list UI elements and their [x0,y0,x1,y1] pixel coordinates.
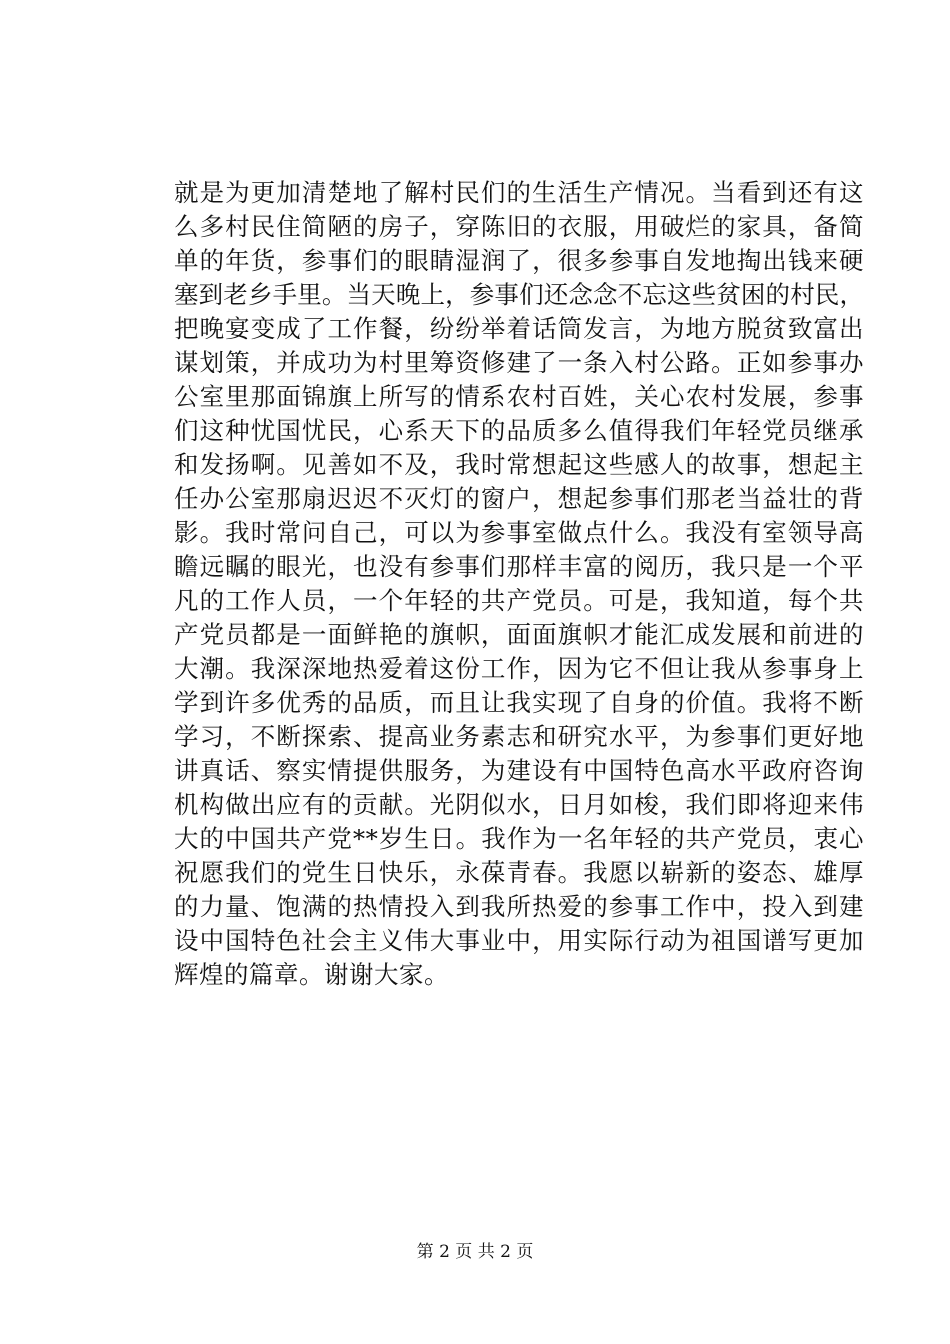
text-line: 的力量、饱满的热情投入到我所热爱的参事工作中，投入到建 [174,892,864,921]
text-line: 塞到老乡手里。当天晚上，参事们还念念不忘这些贫困的村民， [174,280,864,309]
text-line: 和发扬啊。见善如不及，我时常想起这些感人的故事，想起主 [174,450,864,479]
text-line: 谋划策，并成功为村里筹资修建了一条入村公路。正如参事办 [174,348,864,377]
text-line: 瞻远瞩的眼光，也没有参事们那样丰富的阅历，我只是一个平 [174,552,864,581]
text-line: 产党员都是一面鲜艳的旗帜，面面旗帜才能汇成发展和前进的 [174,620,864,649]
text-line: 公室里那面锦旗上所写的情系农村百姓，关心农村发展，参事 [174,382,864,411]
text-line: 就是为更加清楚地了解村民们的生活生产情况。当看到还有这 [174,178,864,207]
text-line: 大潮。我深深地热爱着这份工作，因为它不但让我从参事身上 [174,654,864,683]
text-line: 祝愿我们的党生日快乐，永葆青春。我愿以崭新的姿态、雄厚 [174,858,864,887]
text-line: 单的年货，参事们的眼睛湿润了，很多参事自发地掏出钱来硬 [174,246,864,275]
text-line: 影。我时常问自己，可以为参事室做点什么。我没有室领导高 [174,518,864,547]
page-number-footer: 第 2 页 共 2 页 [416,1242,534,1262]
text-line: 设中国特色社会主义伟大事业中，用实际行动为祖国谱写更加 [174,926,864,955]
text-line: 么多村民住简陋的房子，穿陈旧的衣服，用破烂的家具，备简 [174,212,864,241]
text-line: 任办公室那扇迟迟不灭灯的窗户，想起参事们那老当益壮的背 [174,484,864,513]
text-line: 讲真话、察实情提供服务，为建设有中国特色高水平政府咨询 [174,756,864,785]
text-line: 把晚宴变成了工作餐，纷纷举着话筒发言，为地方脱贫致富出 [174,314,864,343]
text-line: 机构做出应有的贡献。光阴似水，日月如梭，我们即将迎来伟 [174,790,864,819]
text-line: 辉煌的篇章。谢谢大家。 [174,960,449,989]
text-line: 们这种忧国忧民，心系天下的品质多么值得我们年轻党员继承 [174,416,864,445]
text-line: 凡的工作人员，一个年轻的共产党员。可是，我知道，每个共 [174,586,864,615]
text-line: 学习，不断探索、提高业务素志和研究水平，为参事们更好地 [174,722,864,751]
body-paragraph [174,176,864,992]
text-line: 大的中国共产党**岁生日。我作为一名年轻的共产党员，衷心 [174,824,864,853]
text-line: 学到许多优秀的品质，而且让我实现了自身的价值。我将不断 [174,688,864,717]
